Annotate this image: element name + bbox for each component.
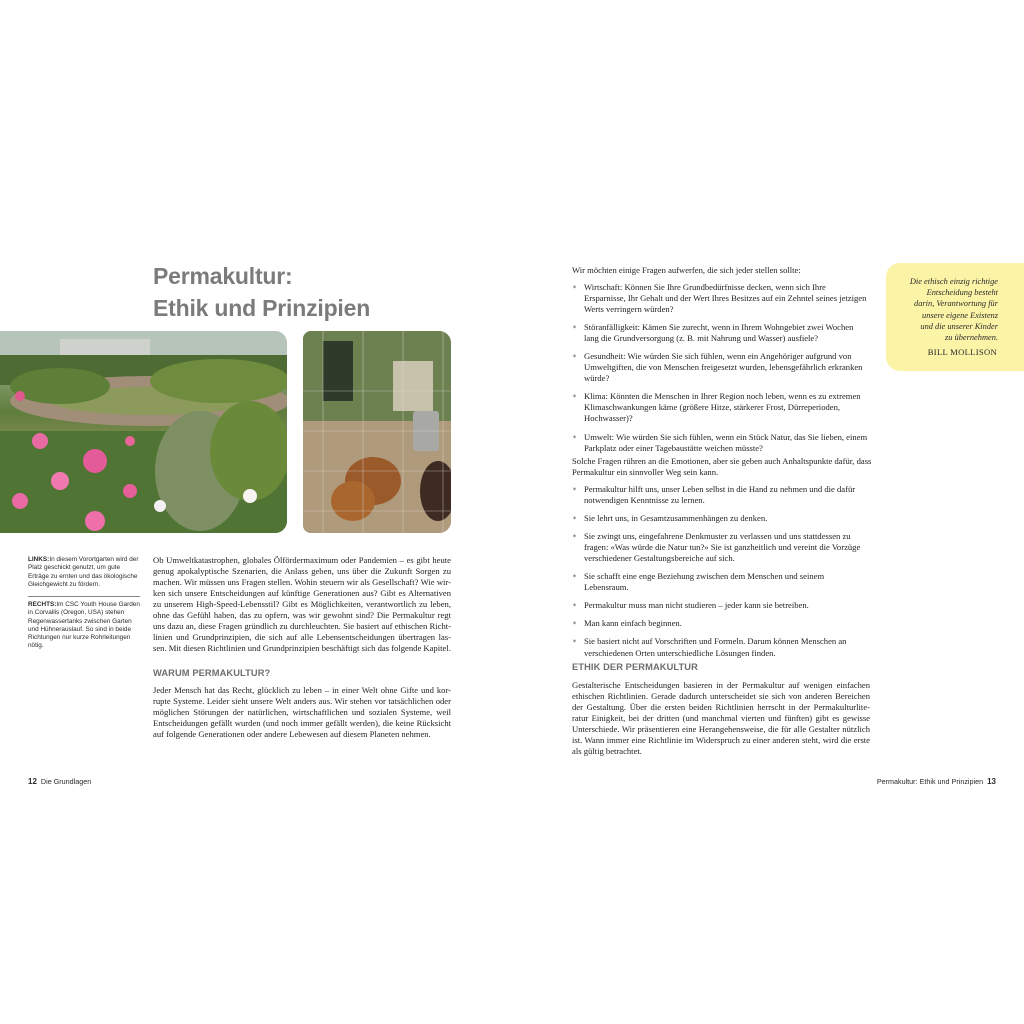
- list-item: ✶ Gesundheit: Wie würden Sie sich fühlen, wenn ein Angehöriger aufgrund von Umweltgiften, die von Menschen freigesetzt wurden, lebensgefährlich erkranken würde?: [572, 351, 868, 384]
- text-line: ken sich unsere Entscheidungen auf künftige Generationen aus? Gibt es Alternativen: [153, 588, 451, 599]
- chapter-title-line-2: Ethik und Prinzipien: [153, 295, 371, 321]
- text-line: ethischen Richtlinien. Gerade dadurch unterscheidet sie sich von anderen Bereichen: [572, 691, 870, 702]
- quote-line: und die unserer Kinder: [920, 321, 998, 331]
- text-line: uns dazu an, diese Fragen gründlich zu durchleuchten. Sie basiert auf ethischen Richt-: [153, 621, 451, 632]
- text-line: Gestalterische Entscheidungen basieren in der Permakultur auf wenigen einfachen: [572, 680, 870, 690]
- reasons-list: [572, 484, 868, 666]
- caption-divider: [28, 596, 140, 597]
- list-item: ✶ Klima: Könnten die Menschen in Ihrer Region noch leben, wenn es zu extremen Klimaschwankungen käme (größere Hitze, stärkerer Frost, Dürreperioden, Hochwasser)?: [572, 391, 868, 424]
- intro-paragraph: [153, 555, 451, 654]
- text-line: zu unserem High-Speed-Lebensstil? Gibt es Möglichkeiten, verantwortlich zu leben,: [153, 599, 451, 610]
- questions-intro: Wir möchten einige Fragen aufwerfen, die sich jeder stellen sollte:: [572, 265, 801, 275]
- list-item: ✶ Wirtschaft: Können Sie Ihre Grundbedürfnisse decken, wenn sich Ihre Ersparnisse, Ihr Gehalt und der Wert Ihres Besitzes auf ein Zehntel seines jetzigen Werts verringern würden?: [572, 282, 868, 315]
- text-line: auf folgende Generationen oder andere Lebewesen auf diesem Planeten nehmen.: [153, 729, 431, 740]
- chicken-photo: [303, 331, 451, 533]
- garden-photo-illustration: [0, 331, 287, 533]
- caption-right-label: RECHTS:: [28, 601, 57, 608]
- chicken-photo-illustration: [303, 331, 451, 533]
- text-line: Jeder Mensch hat das Recht, glücklich zu leben – in einer Welt ohne Gifte und kor-: [153, 685, 451, 695]
- heading-warum-permakultur: WARUM PERMAKULTUR?: [153, 668, 271, 678]
- chapter-title-line-1: Permakultur:: [153, 263, 293, 289]
- text-line: ist. Wann immer eine Richtlinie im Widerspruch zu einer anderen steht, wird die erste: [572, 735, 870, 746]
- page-number-right: 13: [987, 777, 996, 786]
- quote-line: zu übernehmen.: [944, 333, 998, 343]
- garden-photo: [0, 331, 287, 533]
- quote-text: [878, 276, 998, 343]
- text-line: möglichen Störungen der natürlichen, wirtschaftlichen und sozialen Systeme, weil: [153, 707, 451, 718]
- quote-line: Die ethisch einzig richtige: [909, 277, 998, 286]
- quote-author: BILL MOLLISON: [927, 347, 997, 357]
- caption-left-label: LINKS:: [28, 556, 50, 563]
- text-line: linien und Grundprinzipien, die sich auf alle Lebensentscheidungen übertragen las-: [153, 632, 451, 643]
- list-item: ✶ Sie lehrt uns, in Gesamtzusammenhängen zu denken.: [572, 513, 868, 524]
- quote-line: unsere eigene Existenz: [922, 310, 998, 320]
- list-item: ✶ Sie zwingt uns, eingefahrene Denkmuster zu verlassen und uns stattdessen zu fragen: «Was würde die Natur tun?» Sie ist ganzheitlich und vereint die Vorzüge verschiedener Gestaltungsbereiche auf sich.: [572, 531, 868, 564]
- list-item: ✶ Umwelt: Wie würden Sie sich fühlen, wenn ein Stück Natur, das Sie lieben, einem Parkplatz oder einer Tagebaustätte weichen müsste?: [572, 432, 868, 454]
- caption-right-text: Im CSC Youth House Garden in Corvallis (Oregon, USA) stehen Regenwassertanks zwischen Garten und Hühnerauslauf. So sind in beide Richtungen nur kurze Rohrleitungen nötig.: [28, 601, 140, 650]
- quote-line: darin, Verantwortung für: [914, 299, 998, 309]
- list-item: ✶ Man kann einfach beginnen.: [572, 618, 868, 629]
- text-line: sen. Mit diesen Richtlinien und Grundprinzipien beschäftigt sich das folgende Kapitel.: [153, 643, 451, 654]
- folio-left: [28, 777, 91, 786]
- text-line: machen. Wir müssen uns Fragen stellen. Wohin steuern wir als Gesellschaft? Wie wir-: [153, 577, 451, 588]
- text-line: Entscheidungen gefällt wurden (und noch immer gefällt werden), die keine Rücksicht: [153, 718, 451, 729]
- caption-left: [28, 556, 140, 589]
- text-line: genug apokalyptische Szenarien, die Anlass geben, uns über die Zukunft Sorgen zu: [153, 566, 451, 577]
- running-head-right: Permakultur: Ethik und Prinzipien: [876, 777, 984, 786]
- warum-paragraph: [153, 685, 451, 740]
- chapter-title: [153, 260, 453, 324]
- quote-box: [886, 263, 1024, 371]
- list-item: ✶ Permakultur hilft uns, unser Leben selbst in die Hand zu nehmen und die dafür notwendigen Kenntnisse zu lernen.: [572, 484, 868, 506]
- list-item: ✶ Permakultur muss man nicht studieren – jeder kann sie betreiben.: [572, 600, 868, 611]
- folio-right: [877, 777, 996, 786]
- text-line: ohne das Gefühl haben, das zu opfern, was wir gewohnt sind? Die Permakultur regt: [153, 610, 451, 621]
- text-line: rupte Systeme. Leider sieht unsere Welt anders aus. Wir stehen vor tatsächlichen oder: [153, 696, 451, 707]
- list-item: ✶ Sie basiert nicht auf Vorschriften und Formeln. Darum können Menschen an verschiedenen Orten unterschiedliche Lösungen finden.: [572, 636, 868, 658]
- ethik-paragraph: [572, 680, 870, 757]
- text-line: Ob Umweltkatastrophen, globales Ölfördermaximum oder Pandemien – es gibt heute: [153, 555, 451, 565]
- list-item: ✶ Sie schafft eine enge Beziehung zwischen dem Menschen und seinem Lebensraum.: [572, 571, 868, 593]
- running-head-left: Die Grundlagen: [40, 777, 92, 786]
- list-item: ✶ Störanfälligkeit: Kämen Sie zurecht, wenn in Ihrem Wohngebiet zwei Wochen lang die Grundversorgung (z. B. mit Nahrung und Wasser) ausfiele?: [572, 322, 868, 344]
- quote-line: Entscheidung besteht: [926, 288, 998, 298]
- caption-right: [28, 601, 140, 651]
- heading-ethik-der-permakultur: ETHIK DER PERMAKULTUR: [572, 662, 698, 672]
- questions-list: [572, 282, 868, 461]
- emotions-paragraph: Solche Fragen rühren an die Emotionen, aber sie geben auch Anhaltspunkte dafür, dass Permakultur ein sinnvoller Weg sein kann.: [572, 456, 872, 478]
- caption-left-text: In diesem Vorortgarten wird der Platz geschickt genutzt, um gute Erträge zu ernten und das ökologische Gleichgewicht zu fördern.: [28, 556, 139, 588]
- text-line: ratur Einigkeit, bei der dritten (und manchmal vierten und fünften) gibt es gewisse: [572, 713, 870, 724]
- text-line: Unterschiede. Wir präsentieren eine Herangehensweise, die für alle Gestalter nützlich: [572, 724, 870, 735]
- text-line: als gültig betrachtet.: [572, 746, 642, 757]
- text-line: der Gestaltung. Über die ersten beiden Richtlinien herrscht in der Permakulturlite-: [572, 702, 870, 713]
- page-number-left: 12: [28, 777, 37, 786]
